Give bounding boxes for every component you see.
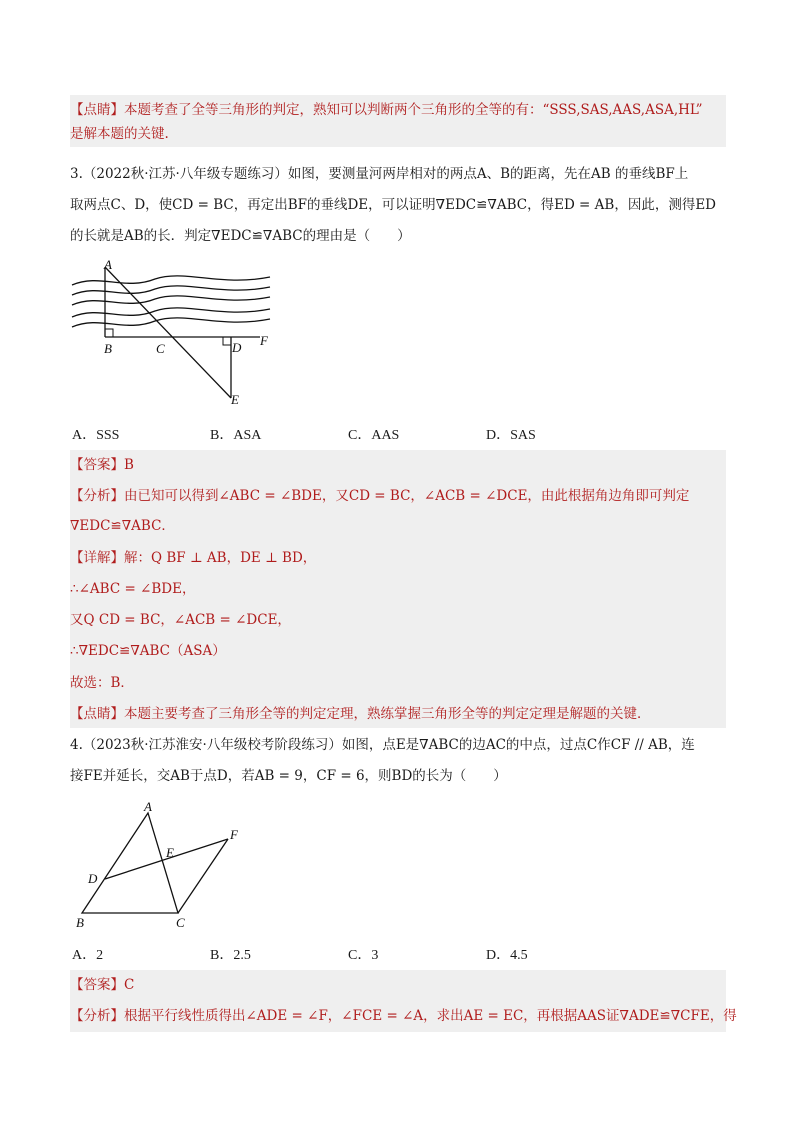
q4-label-F: F: [230, 827, 238, 842]
q4-option-d: D．4.5: [486, 948, 528, 963]
note-line-1: [70, 100, 703, 120]
q4-analysis-1: [70, 1006, 737, 1026]
q3-note-text: 本题主要考查了三角形全等的判定定理，熟练掌握三角形全等的判定定理是解题的关键．: [124, 706, 651, 722]
q4-figure: [70, 795, 260, 935]
q3-line-3: 的长就是AB的长．判定∇EDC≌∇ABC的理由是（ ）: [70, 228, 411, 244]
q3-answer: [70, 455, 134, 475]
q4-line-2: 接FE并延长，交AB于点D，若AB = 9，CF = 6，则BD的长为（ ）: [70, 768, 507, 784]
q3-line-2: 取两点C、D，使CD = BC，再定出BF的垂线DE，可以证明∇EDC≌∇ABC，得ED = AB，因此，测得ED: [70, 197, 717, 213]
q3-detail-1: [70, 548, 316, 568]
q3-line-1: 3.（2022秋·江苏·八年级专题练习）如图，要测量河两岸相对的两点A、B的距离，先在AB 的垂线BF上: [70, 166, 689, 182]
q3-label-B: B: [104, 341, 112, 356]
note-text: 本题考查了全等三角形的判定，熟知可以判断两个三角形的全等的有：“SSS,SAS,AAS,ASA,HL”: [124, 102, 703, 118]
q4-label-E: E: [166, 845, 174, 860]
q4-answer-tag: 【答案】: [70, 977, 124, 993]
q4-analysis-text: 根据平行线性质得出∠ADE = ∠F，∠FCE = ∠A，求出AE = EC，再根据AAS证∇ADE≌∇CFE，得: [124, 1008, 737, 1024]
document-page: [70, 0, 737, 1123]
q3-label-C: C: [156, 341, 165, 356]
q4-option-a: A．2: [72, 948, 104, 963]
q3-detail-5: 故选：B．: [70, 675, 134, 691]
q3-answer-tag: 【答案】: [70, 457, 124, 473]
q3-note: [70, 704, 651, 724]
q4-line-1: 4.（2023秋·江苏淮安·八年级校考阶段练习）如图，点E是∇ABC的边AC的中点，过点C作CF // AB，连: [70, 737, 695, 753]
q3-detail-tag: 【详解】: [70, 550, 124, 566]
note-tag: 【点睛】: [70, 102, 124, 118]
q3-detail-text: 解：Q BF ⊥ AB，DE ⊥ BD，: [124, 550, 317, 566]
q3-label-F: F: [260, 333, 268, 348]
q3-label-A: A: [104, 257, 112, 272]
q3-note-tag: 【点睛】: [70, 706, 124, 722]
q4-label-B: B: [76, 915, 84, 930]
note-line-2: 是解本题的关键.: [70, 126, 169, 142]
q4-answer: [70, 975, 134, 995]
q3-option-b: B．ASA: [210, 428, 262, 443]
q3-analysis-2: ∇EDC≌∇ABC．: [70, 518, 175, 534]
q4-label-C: C: [176, 915, 185, 930]
q3-analysis-tag: 【分析】: [70, 488, 124, 504]
q4-label-D: D: [88, 871, 98, 886]
q4-option-c: C．3: [348, 948, 379, 963]
q3-answer-value: B: [124, 457, 134, 473]
q3-figure: [70, 255, 280, 410]
q4-answer-value: C: [124, 977, 135, 993]
q4-analysis-tag: 【分析】: [70, 1008, 124, 1024]
q3-option-a: A．SSS: [72, 428, 120, 443]
q3-label-D: D: [232, 340, 242, 355]
q4-option-b: B．2.5: [210, 948, 251, 963]
q3-option-c: C．AAS: [348, 428, 400, 443]
q4-label-A: A: [144, 799, 152, 814]
q3-detail-3: 又Q CD = BC，∠ACB = ∠DCE，: [70, 612, 291, 628]
q3-analysis-text: 由已知可以得到∠ABC = ∠BDE，又CD = BC，∠ACB = ∠DCE，由此根据角边角即可判定: [124, 488, 690, 504]
q3-label-E: E: [231, 392, 239, 407]
q3-option-d: D．SAS: [486, 428, 536, 443]
q3-detail-4: ∴∇EDC≌∇ABC（ASA）: [70, 643, 226, 659]
q3-analysis-1: [70, 486, 689, 506]
q3-detail-2: ∴∠ABC = ∠BDE，: [70, 581, 196, 597]
